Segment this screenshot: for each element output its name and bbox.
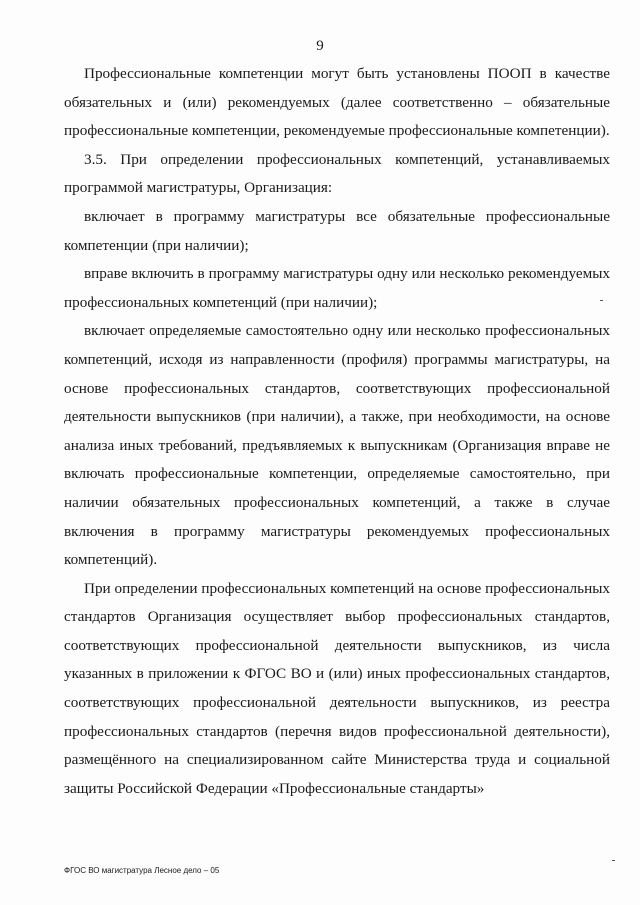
paragraph-5: включает определяемые самостоятельно одну или несколько профессиональных компетенций, исходя из направленности (профиля) программы магистратуры, на основе профессиональных стандартов, соответствующих профессиональной деятельности выпускников (при наличии), а также, при необходимости, на основе анализа иных требований, предъявляемых к выпускникам (Организация вправе не включать профессиональные компетенции, определяемые самостоятельно, при наличии обязательных профессиональных компетенций, а также в случае включения в программу магистратуры рекомендуемых профессиональных компетенций).: [64, 322, 610, 569]
paragraph-6: При определении профессиональных компетенций на основе профессиональных стандартов Организация осуществляет выбор профессиональных стандартов, соответствующих профессиональной деятельности выпускников, из числа указанных в приложении к ФГОС ВО и (или) иных профессиональных стандартов, соответствующих профессиональной деятельности выпускников, из реестра профессиональных стандартов (перечня видов профессиональной деятельности), размещённого на специализированном сайте Министерства труда и социальной защиты Российской Федерации «Профессиональные стандарты»: [64, 579, 610, 797]
scan-speck: [600, 300, 603, 301]
paragraph-1: Профессиональные компетенции могут быть установлены ПООП в качестве обязательных и (или) рекомендуемых (далее соответственно – обязательные профессиональные компетенции, рекомендуемые профессиональные компетенции).: [64, 65, 610, 140]
page-number: 9: [316, 38, 324, 54]
footer-text: ФГОС ВО магистратура Лесное дело – 05: [64, 866, 220, 875]
body-text: [64, 60, 610, 803]
scan-speck: [612, 860, 615, 861]
paragraph-2: 3.5. При определении профессиональных компетенций, устанавливаемых программой магистратуры, Организация:: [64, 150, 610, 197]
paragraph-3: включает в программу магистратуры все обязательные профессиональные компетенции (при наличии);: [64, 207, 610, 254]
paragraph-4: вправе включить в программу магистратуры одну или несколько рекомендуемых профессиональных компетенций (при наличии);: [64, 265, 610, 311]
